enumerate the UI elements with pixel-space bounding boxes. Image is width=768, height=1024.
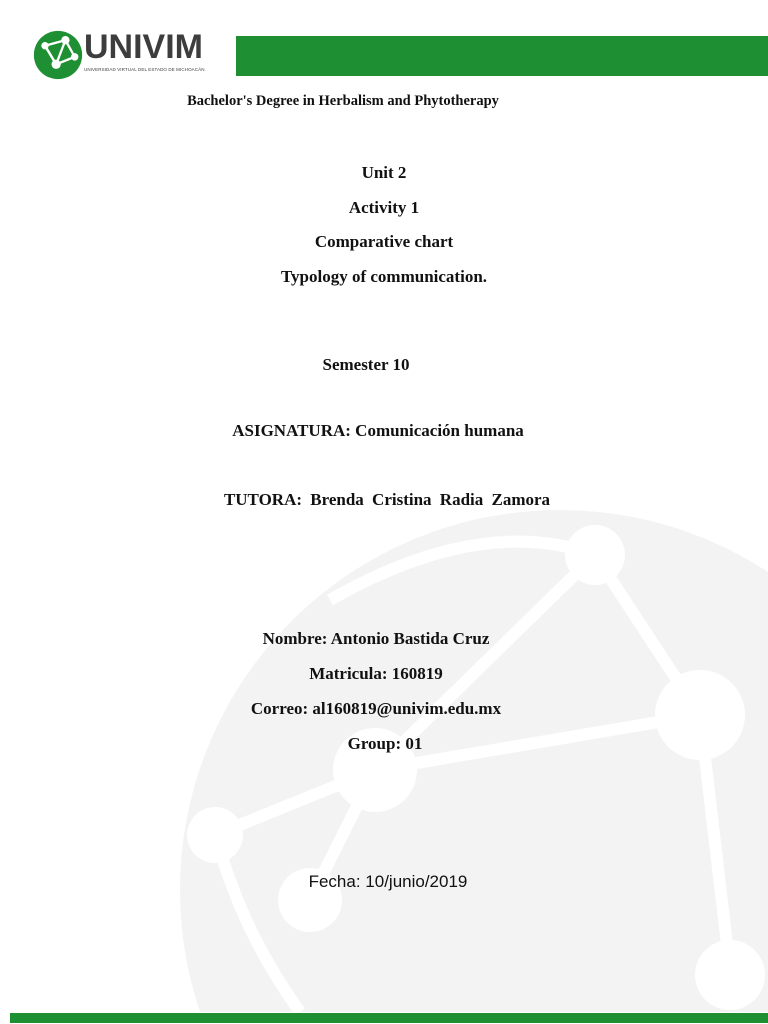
- subject-label: ASIGNATURA: Comunicación humana: [232, 421, 524, 440]
- topic-title: Typology of communication.: [280, 267, 488, 286]
- logo-wordmark: UNIVIM: [84, 28, 203, 66]
- student-email: Correo: al160819@univim.edu.mx: [250, 699, 502, 718]
- activity-type: Comparative chart: [314, 232, 454, 251]
- globe-network-icon: [32, 29, 84, 81]
- date-label: Fecha: 10/junio/2019: [308, 872, 468, 891]
- tutor-label: TUTORA: Brenda Cristina Radia Zamora: [223, 490, 551, 509]
- group-label: Group: 01: [347, 734, 423, 753]
- activity-label: Activity 1: [348, 198, 420, 217]
- semester-label: Semester 10: [322, 355, 410, 374]
- student-name: Nombre: Antonio Bastida Cruz: [262, 629, 490, 648]
- unit-label: Unit 2: [361, 163, 407, 182]
- footer-green-bar: [10, 1013, 768, 1023]
- student-id: Matricula: 160819: [309, 664, 443, 683]
- degree-title: Bachelor's Degree in Herbalism and Phytotherapy: [187, 93, 499, 109]
- logo-subtitle: UNIVERSIDAD VIRTUAL DEL ESTADO DE MICHOACÁN: [84, 67, 205, 72]
- header-green-bar: [236, 36, 768, 76]
